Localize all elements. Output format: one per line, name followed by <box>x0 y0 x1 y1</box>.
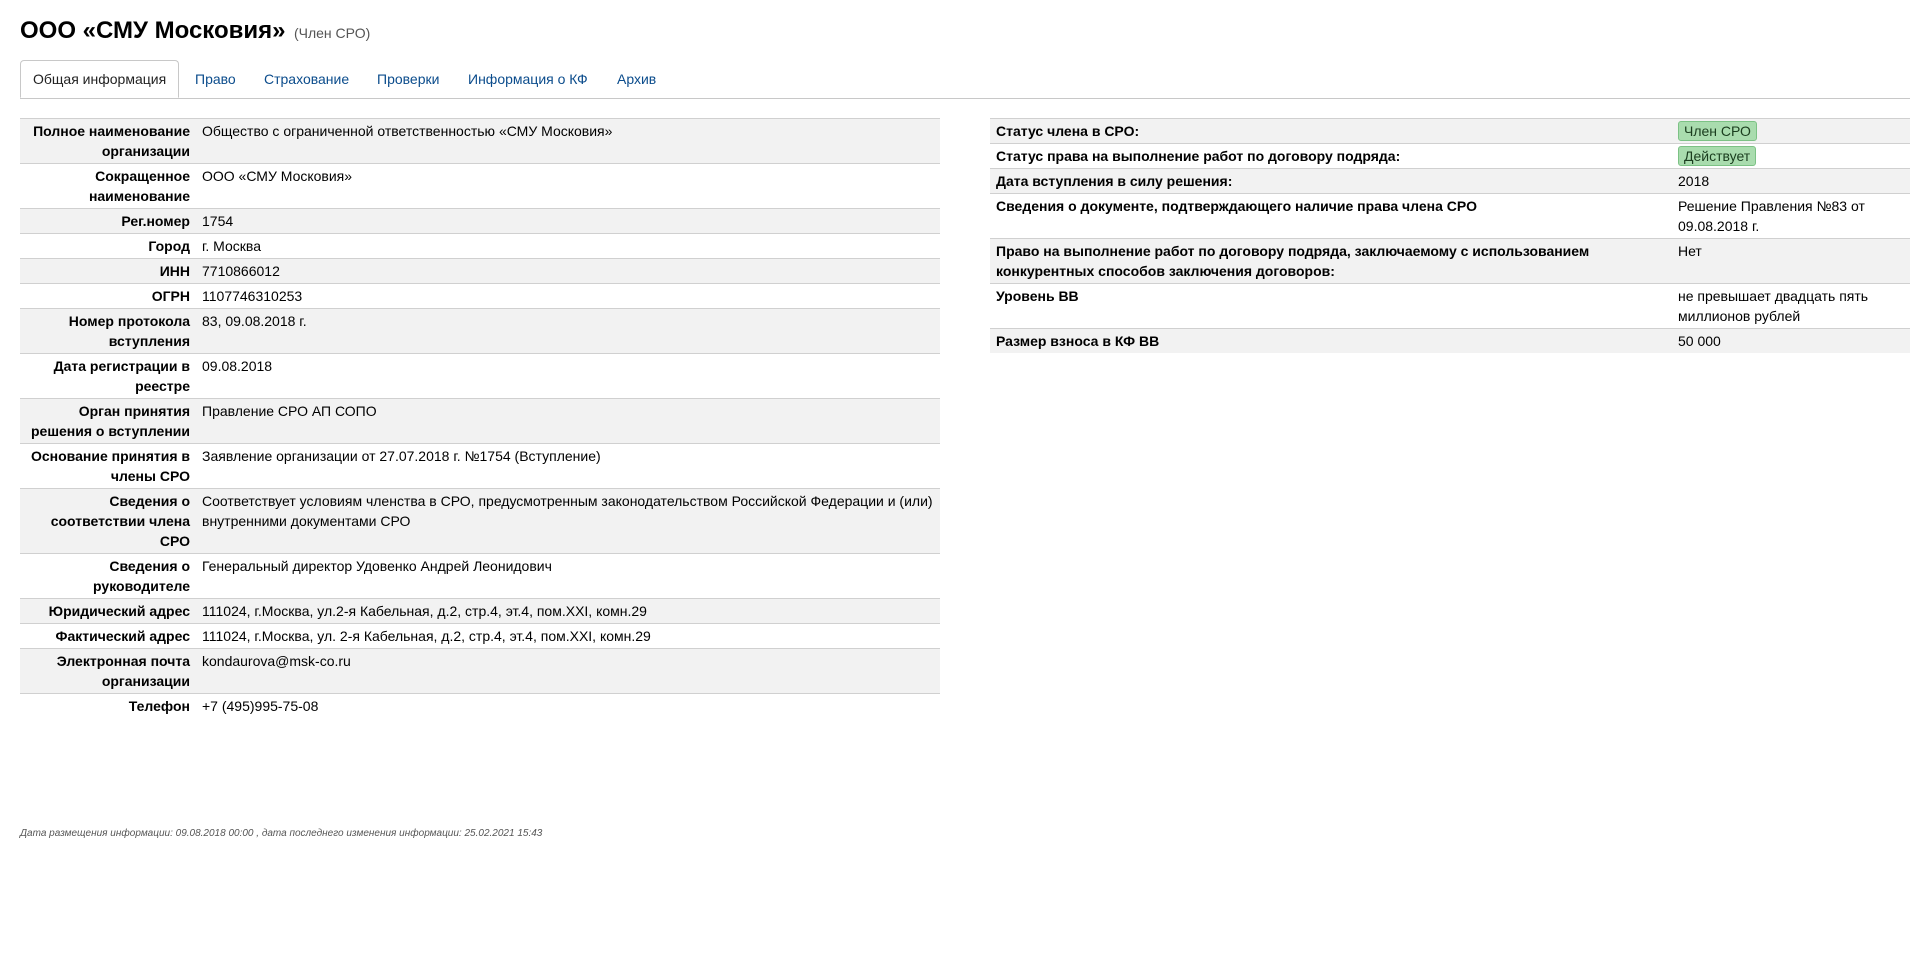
table-row <box>20 624 940 649</box>
field-value: 111024, г.Москва, ул.2-я Кабельная, д.2, стр.4, эт.4, пом.XXI, комн.29 <box>196 599 940 624</box>
table-row <box>20 444 940 489</box>
table-row <box>990 194 1910 239</box>
general-info-table <box>20 118 940 718</box>
table-row <box>990 119 1910 144</box>
tab-archive[interactable]: Архив <box>617 71 657 87</box>
field-label: Телефон <box>20 694 196 719</box>
field-value: 7710866012 <box>196 259 940 284</box>
table-row <box>20 284 940 309</box>
field-label: Статус права на выполнение работ по договору подряда: <box>990 144 1672 169</box>
field-label: Сведения о документе, подтверждающего наличие права члена СРО <box>990 194 1672 239</box>
field-value: не превышает двадцать пять миллионов рублей <box>1672 284 1910 329</box>
field-label: Электронная почта организации <box>20 649 196 694</box>
field-label: Основание принятия в члены СРО <box>20 444 196 489</box>
table-row <box>20 354 940 399</box>
field-value: Соответствует условиям членства в СРО, предусмотренным законодательством Российской Федерации и (или) внутренними документами СРО <box>196 489 940 554</box>
field-value: 111024, г.Москва, ул. 2-я Кабельная, д.2, стр.4, эт.4, пом.XXI, комн.29 <box>196 624 940 649</box>
table-row <box>20 649 940 694</box>
field-label: Уровень ВВ <box>990 284 1672 329</box>
status-badge: Действует <box>1678 146 1756 166</box>
field-value <box>1672 119 1910 144</box>
field-label: Дата вступления в силу решения: <box>990 169 1672 194</box>
table-row <box>990 239 1910 284</box>
table-row <box>20 234 940 259</box>
field-label: Статус члена в СРО: <box>990 119 1672 144</box>
table-row <box>20 399 940 444</box>
field-label: Рег.номер <box>20 209 196 234</box>
field-value: Общество с ограниченной ответственностью «СМУ Московия» <box>196 119 940 164</box>
membership-subtitle: (Член СРО) <box>293 25 371 41</box>
field-value: +7 (495)995-75-08 <box>196 694 940 719</box>
field-value: 1107746310253 <box>196 284 940 309</box>
page-title: ООО «СМУ Московия» <box>20 17 286 44</box>
field-label: Фактический адрес <box>20 624 196 649</box>
tab-rights[interactable]: Право <box>195 71 236 87</box>
field-value: Правление СРО АП СОПО <box>196 399 940 444</box>
field-label: Город <box>20 234 196 259</box>
field-value: г. Москва <box>196 234 940 259</box>
field-label: Юридический адрес <box>20 599 196 624</box>
field-value: Решение Правления №83 от 09.08.2018 г. <box>1672 194 1910 239</box>
field-label: Сведения о соответствии члена СРО <box>20 489 196 554</box>
field-value: 09.08.2018 <box>196 354 940 399</box>
table-row <box>20 694 940 719</box>
field-label: Полное наименование организации <box>20 119 196 164</box>
table-row <box>990 144 1910 169</box>
status-info-table <box>990 118 1910 353</box>
table-row <box>20 209 940 234</box>
field-label: Сведения о руководителе <box>20 554 196 599</box>
table-row <box>20 119 940 164</box>
table-row <box>20 489 940 554</box>
table-row <box>20 259 940 284</box>
page-header <box>20 16 370 46</box>
field-value: 50 000 <box>1672 329 1910 354</box>
field-label: Право на выполнение работ по договору подряда, заключаемому с использованием конкурентных способов заключения договоров: <box>990 239 1672 284</box>
table-row <box>20 164 940 209</box>
table-row <box>20 309 940 354</box>
tab-inspections[interactable]: Проверки <box>377 71 440 87</box>
table-row <box>990 169 1910 194</box>
status-badge: Член СРО <box>1678 121 1757 141</box>
field-value: 1754 <box>196 209 940 234</box>
table-row <box>990 329 1910 354</box>
field-value: ООО «СМУ Московия» <box>196 164 940 209</box>
field-value: 83, 09.08.2018 г. <box>196 309 940 354</box>
info-dates-footer: Дата размещения информации: 09.08.2018 00:00 , дата последнего изменения информации: 25.02.2021 15:43 <box>20 828 543 839</box>
table-row <box>990 284 1910 329</box>
field-label: Орган принятия решения о вступлении <box>20 399 196 444</box>
field-value: 2018 <box>1672 169 1910 194</box>
tab-insurance[interactable]: Страхование <box>264 71 350 87</box>
field-value: kondaurova@msk-co.ru <box>196 649 940 694</box>
field-label: Номер протокола вступления <box>20 309 196 354</box>
field-label: ИНН <box>20 259 196 284</box>
field-value: Заявление организации от 27.07.2018 г. №1754 (Вступление) <box>196 444 940 489</box>
table-row <box>20 599 940 624</box>
tab-general-info[interactable]: Общая информация <box>20 60 179 98</box>
field-value <box>1672 144 1910 169</box>
tab-bar <box>20 60 1910 99</box>
field-value: Генеральный директор Удовенко Андрей Леонидович <box>196 554 940 599</box>
field-label: Размер взноса в КФ ВВ <box>990 329 1672 354</box>
field-value: Нет <box>1672 239 1910 284</box>
tab-compensation-fund[interactable]: Информация о КФ <box>468 71 588 87</box>
field-label: Дата регистрации в реестре <box>20 354 196 399</box>
table-row <box>20 554 940 599</box>
field-label: ОГРН <box>20 284 196 309</box>
field-label: Сокращенное наименование <box>20 164 196 209</box>
